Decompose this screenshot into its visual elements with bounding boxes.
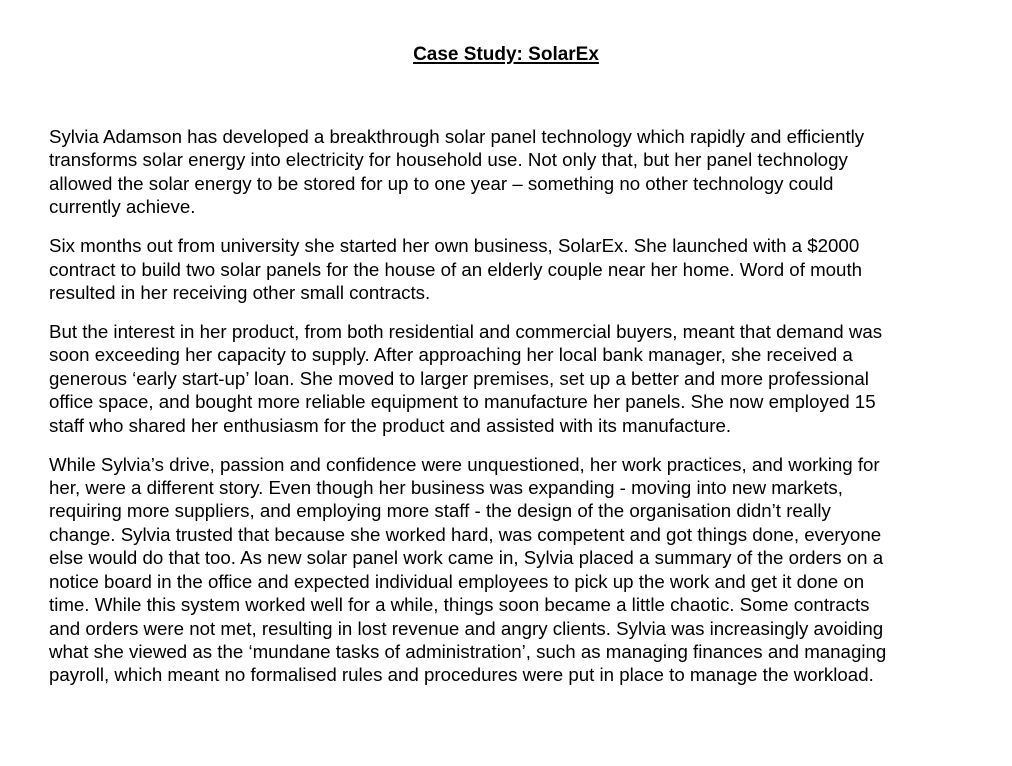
paragraph-line: time. While this system worked well for a while, things soon became a little chaotic. Some contracts	[49, 594, 870, 616]
paragraph-line: Six months out from university she started her own business, SolarEx. She launched with a $2000	[49, 235, 860, 257]
paragraph-line: transforms solar energy into electricity for household use. Not only that, but her panel technology	[49, 149, 848, 171]
paragraph-line: her, were a different story. Even though her business was expanding - moving into new markets,	[49, 477, 843, 499]
paragraph-1	[49, 125, 969, 219]
paragraph-line: staff who shared her enthusiasm for the product and assisted with its manufacture.	[49, 414, 732, 436]
paragraph-line: allowed the solar energy to be stored for up to one year – something no other technology could	[49, 172, 834, 194]
paragraph-4	[49, 453, 969, 687]
paragraph-line: office space, and bought more reliable equipment to manufacture her panels. She now employed 15	[49, 391, 876, 413]
paragraph-line: While Sylvia’s drive, passion and confidence were unquestioned, her work practices, and working for	[49, 453, 880, 475]
paragraph-line: notice board in the office and expected individual employees to pick up the work and get it done on	[49, 570, 865, 592]
paragraph-2	[49, 234, 969, 304]
paragraph-line: But the interest in her product, from both residential and commercial buyers, meant that demand was	[49, 321, 883, 343]
paragraph-line: generous ‘early start-up’ loan. She moved to larger premises, set up a better and more professional	[49, 367, 869, 389]
paragraph-line: requiring more suppliers, and employing more staff - the design of the organisation didn’t really	[49, 500, 831, 522]
paragraph-line: Sylvia Adamson has developed a breakthrough solar panel technology which rapidly and efficiently	[49, 126, 865, 147]
paragraph-line: contract to build two solar panels for the house of an elderly couple near her home. Word of mouth	[49, 258, 863, 280]
paragraph-line: soon exceeding her capacity to supply. After approaching her local bank manager, she received a	[49, 344, 853, 366]
document-body	[49, 125, 969, 702]
paragraph-line: payroll, which meant no formalised rules and procedures were put in place to manage the workload.	[49, 664, 874, 686]
paragraph-line: change. Sylvia trusted that because she worked hard, was competent and got things done, everyone	[49, 523, 882, 545]
paragraph-line: currently achieve.	[49, 196, 196, 218]
paragraph-3	[49, 320, 969, 437]
paragraph-line: what she viewed as the ‘mundane tasks of administration’, such as managing finances and managing	[49, 640, 887, 662]
document-title	[0, 44, 1012, 66]
paragraph-line: and orders were not met, resulting in lost revenue and angry clients. Sylvia was increasingly avoiding	[49, 617, 884, 639]
paragraph-line: resulted in her receiving other small contracts.	[49, 282, 431, 304]
paragraph-line: else would do that too. As new solar panel work came in, Sylvia placed a summary of the orders on a	[49, 547, 884, 569]
document-title-text: Case Study: SolarEx	[413, 44, 599, 65]
